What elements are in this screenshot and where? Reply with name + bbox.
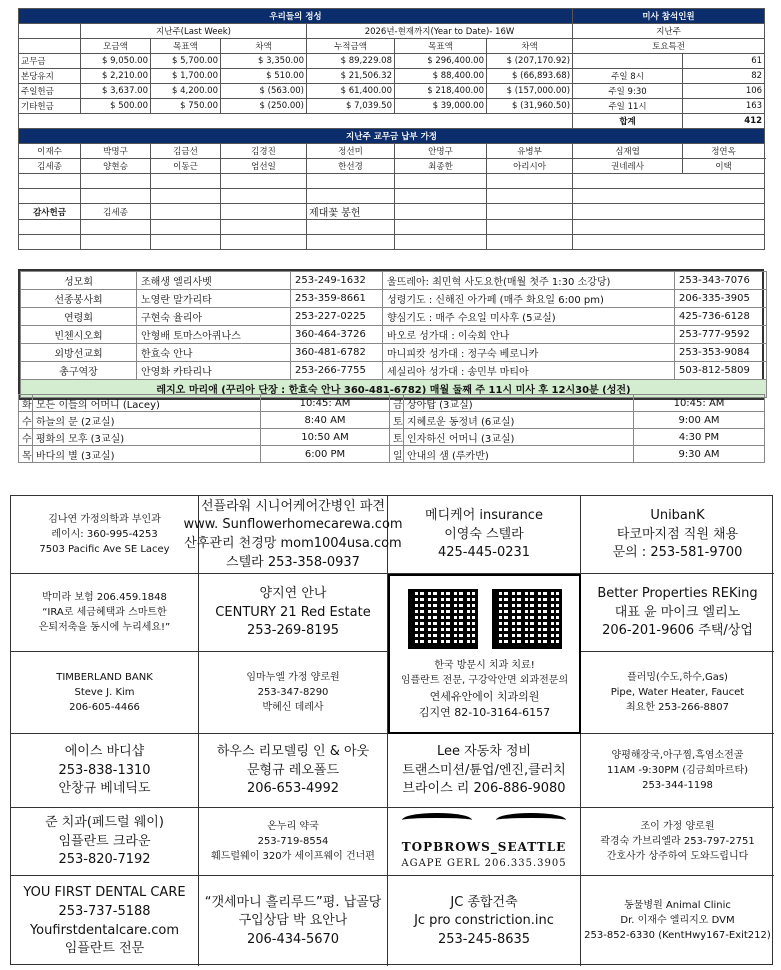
ytd-label: 2026년-현재까지(Year to Date)- 16W: [307, 24, 573, 39]
col-header: 목표액: [395, 39, 487, 54]
offering-row: [19, 99, 765, 114]
ad-text: 임플란트 크라운: [58, 833, 151, 849]
amount-cell: $ 3,637.00: [81, 84, 151, 99]
last-week2-label: 지난주: [573, 24, 765, 39]
amount-cell: $ 88,400.00: [395, 69, 487, 84]
empty-cell: [487, 220, 573, 235]
legio-banner: 레지오 마리애 (꾸리아 단장 : 한효숙 안나 360-481-6782) 매월 둘째 주 11시 미사 후 12시30분 (성전): [21, 380, 767, 398]
amount-cell: $ (207,170.92): [487, 54, 573, 69]
ad-text: 은퇴저축을 동시에 누리세요!”: [38, 621, 171, 633]
ad-text: 스텔라 253-358-0937: [226, 554, 360, 570]
ad-text: 플러밍(수도,하수,Gas): [627, 671, 728, 683]
ad-text: Youfirstdentalcare.com: [29, 922, 180, 938]
schedule-cell: 하늘의 문 (2교실): [33, 412, 261, 429]
dues-name: 안명구: [395, 144, 487, 159]
contact-cell: 253-227-0225: [291, 308, 383, 326]
ad-text: 임플란트 전문, 구강악안면 외과전문의: [400, 674, 569, 686]
ad-text: 이영숙 스텔라: [444, 526, 524, 542]
dues-row-empty: [19, 235, 765, 250]
contact-row: [21, 344, 767, 362]
empty-cell: [573, 174, 765, 189]
col-header: 차액: [221, 39, 307, 54]
ad-text: 에이스 바디샵: [64, 744, 145, 760]
dues-name: 심재엽: [573, 144, 683, 159]
schedule-cell: 지혜로운 동정녀 (6교실): [404, 412, 634, 429]
dues-name: 이택: [683, 159, 765, 174]
contact-row: [21, 362, 767, 380]
ad-box: [388, 496, 581, 574]
empty-cell: [19, 220, 81, 235]
contact-cell: 360-481-6782: [291, 344, 383, 362]
dues-name: 정연옥: [683, 144, 765, 159]
ad-text: 양평해장국,아구찜,흑염소전골: [611, 749, 744, 761]
contacts-table: [18, 269, 764, 400]
empty-cell: [221, 174, 307, 189]
empty-cell: [487, 235, 573, 250]
dues-name: 권네레사: [573, 159, 683, 174]
ad-box: [11, 574, 199, 652]
contact-cell: 206-335-3905: [675, 290, 767, 308]
empty-cell: [395, 189, 487, 204]
ad-text: 레이시: 360-995-4253: [51, 528, 158, 540]
schedule-cell: 바다의 별 (3교실): [33, 446, 261, 463]
schedule-cell: 화: [19, 395, 33, 412]
contact-cell: 성령기도 : 신해진 아가페 (매주 화요일 6:00 pm): [383, 290, 675, 308]
ad-text: TIMBERLAND BANK: [56, 671, 153, 683]
dues-name: 이동근: [151, 159, 221, 174]
empty-cell: [81, 220, 151, 235]
ad-text: 박미라 보험 206.459.1848: [42, 591, 167, 603]
amount-cell: $ 750.00: [151, 99, 221, 114]
contact-cell: 울뜨레아: 최민혁 사도요한(매월 첫주 1:30 소강당): [383, 272, 675, 290]
amount-cell: $ 2,210.00: [81, 69, 151, 84]
schedule-cell: 안내의 샘 (루카반): [404, 446, 634, 463]
thanks-label: 감사헌금: [19, 204, 81, 220]
ad-text: 문의 : 253-581-9700: [612, 545, 743, 561]
ad-box: [581, 808, 774, 876]
amount-cell: $ (563.00): [221, 84, 307, 99]
contact-cell: 향심기도 : 매주 수요일 미사후 (5교실): [383, 308, 675, 326]
attendance-count: 163: [683, 99, 765, 114]
ad-text: 동물병원 Animal Clinic: [624, 900, 731, 911]
empty-cell: [81, 189, 151, 204]
empty-cell: [395, 220, 487, 235]
ad-box: [581, 574, 774, 652]
ad-text: Jc pro constriction.inc: [414, 913, 554, 929]
contact-cell: 253-249-1632: [291, 272, 383, 290]
amount-cell: $ 296,400.00: [395, 54, 487, 69]
row-label: 주일헌금: [19, 84, 81, 99]
eyelash-icon: [402, 813, 472, 827]
schedule-row: [19, 395, 765, 412]
ad-text: 7503 Pacific Ave SE Lacey: [39, 543, 170, 555]
empty-cell: [395, 235, 487, 250]
offering-row: [19, 69, 765, 84]
ad-box: [388, 574, 581, 734]
empty-cell: [307, 220, 395, 235]
ad-text: 253-245-8635: [437, 931, 531, 947]
schedule-cell: 10:45: AM: [261, 395, 390, 412]
amount-cell: $ 61,400.00: [307, 84, 395, 99]
ad-text: 타코마지점 직원 채용: [616, 526, 739, 542]
contact-row: [21, 272, 767, 290]
qr-code-icon: [408, 589, 478, 649]
amount-cell: $ 218,400.00: [395, 84, 487, 99]
empty-cell: [151, 204, 221, 220]
ad-text: 253-852-6330 (KentHwy167-Exit212): [584, 930, 771, 941]
dues-name: 아리시아: [487, 159, 573, 174]
ad-text: 메디케어 insurance: [425, 508, 543, 524]
empty-cell: [19, 235, 81, 250]
amount-cell: $ 39,000.00: [395, 99, 487, 114]
legio-schedule: [18, 394, 764, 463]
ad-text: 하우스 리모델링 인 & 아웃: [216, 744, 370, 760]
eyelash-icon: [496, 813, 566, 827]
schedule-cell: 9:30 AM: [634, 446, 765, 463]
ad-text: JC 종합건축: [450, 894, 518, 910]
amount-cell: $ (157,000.00): [487, 84, 573, 99]
ad-box: [11, 734, 199, 808]
ad-box: [581, 876, 774, 966]
ad-text: “IRA로 세금혜택과 스마트한: [42, 606, 167, 618]
ad-text: 준 치과(페드럴 웨이): [45, 815, 164, 831]
ad-text: 206-653-4992: [246, 781, 340, 797]
empty-cell: [573, 189, 765, 204]
dues-name: 한선경: [307, 159, 395, 174]
schedule-cell: 8:40 AM: [261, 412, 390, 429]
empty-cell: [487, 189, 573, 204]
ad-text: TOPBROWS_SEATTLE: [401, 840, 567, 855]
empty-cell: [487, 204, 573, 220]
dues-name: 유병부: [487, 144, 573, 159]
ad-text: 박혜신 데레사: [262, 701, 324, 713]
ad-text: 곽경숙 가브리엘라 253-797-2751: [600, 835, 755, 847]
eyelash-logo: [402, 813, 566, 827]
dues-name: 김금선: [151, 144, 221, 159]
contact-cell: 253-777-9592: [675, 326, 767, 344]
ad-text: 11AM -9:30PM (김금희마르타): [606, 764, 749, 776]
dues-name: 김경진: [221, 144, 307, 159]
schedule-cell: 모든 이들의 어머니 (Lacey): [33, 395, 261, 412]
empty-cell: [151, 174, 221, 189]
dues-row-empty: [19, 220, 765, 235]
contact-cell: 안형배 토마스아퀴나스: [137, 326, 291, 344]
dues-name: 박명구: [81, 144, 151, 159]
dues-name: 양현승: [81, 159, 151, 174]
row-label: 기타헌금: [19, 99, 81, 114]
col-header: 모금액: [81, 39, 151, 54]
ad-text: 253-838-1310: [58, 762, 151, 778]
ad-text: 트랜스미션/튠업/엔진,클러치: [402, 762, 566, 778]
ad-text: 구입상담 박 요안나: [238, 913, 348, 929]
offering-table: [18, 8, 765, 250]
contact-cell: 구현숙 율리아: [137, 308, 291, 326]
contact-cell: 연령회: [21, 308, 137, 326]
col-header: 목표액: [151, 39, 221, 54]
ad-text: 간호사가 상주하여 도와드립니다: [606, 850, 749, 862]
empty-cell: [307, 174, 395, 189]
contact-cell: 바오로 성가대 : 이숙희 안나: [383, 326, 675, 344]
amount-cell: $ 89,229.08: [307, 54, 395, 69]
contact-cell: 425-736-6128: [675, 308, 767, 326]
ad-text: 206-605-4466: [69, 701, 140, 713]
ad-box: [11, 652, 199, 734]
attendance-count: 61: [683, 54, 765, 69]
ad-text: 최요한 253-266-8807: [626, 701, 729, 713]
contact-cell: 조해생 엘리사벳: [137, 272, 291, 290]
ad-box: [199, 876, 388, 966]
schedule-cell: 금: [390, 395, 404, 412]
row-label: 본당유지: [19, 69, 81, 84]
ad-text: 김지연 82-10-3164-6157: [418, 706, 551, 719]
dues-row: [19, 144, 765, 159]
empty-cell: [19, 174, 81, 189]
ad-box: [581, 496, 774, 574]
schedule-row: [19, 429, 765, 446]
mass-time: 주일 8시: [573, 69, 683, 84]
ads-section: [10, 495, 773, 965]
schedule-cell: 토: [390, 429, 404, 446]
ad-box: [581, 734, 774, 808]
dues-row-empty: [19, 189, 765, 204]
schedule-cell: 평화의 모후 (3교실): [33, 429, 261, 446]
mass-time: 주일 11시: [573, 99, 683, 114]
contact-cell: 선종봉사회: [21, 290, 137, 308]
amount-cell: $ 21,506.32: [307, 69, 395, 84]
offering-row: [19, 84, 765, 99]
ad-text: 산후관리 천경망 mom1004usa.com: [184, 536, 402, 551]
dues-name: 정선미: [307, 144, 395, 159]
ad-text: Lee 자동차 정비: [436, 744, 532, 760]
empty-cell: [221, 235, 307, 250]
offering-row: [19, 54, 765, 69]
qr-code-icon: [492, 589, 562, 649]
dues-name: 최종한: [395, 159, 487, 174]
dues-row-empty: [19, 174, 765, 189]
contact-cell: 503-812-5809: [675, 362, 767, 380]
ad-text: 연세유안에이 치과의원: [429, 689, 540, 703]
dues-row: [19, 159, 765, 174]
ad-text: 훼드럴웨이 320가 세이프웨이 건너편: [211, 850, 375, 862]
contact-row: [21, 326, 767, 344]
ad-text: 253-737-5188: [58, 903, 151, 919]
total-count: 412: [683, 114, 765, 129]
offering-section: [18, 8, 764, 250]
ad-text: “갯세마니 흘리루드”평. 납골당: [204, 894, 382, 910]
empty-cell: [307, 189, 395, 204]
ad-text: 253-344-1198: [642, 779, 713, 791]
schedule-cell: 목: [19, 446, 33, 463]
ad-text: 선플라워 시니어케어간병인 파견: [200, 498, 386, 514]
ad-box: [388, 808, 581, 876]
attendance-title: 미사 참석인원: [573, 9, 765, 24]
ad-box: [199, 734, 388, 808]
contact-cell: 마니피캇 성가대 : 정구숙 베로니카: [383, 344, 675, 362]
ad-box: [581, 652, 774, 734]
ad-text: 253-820-7192: [58, 852, 151, 868]
ad-text: 김나연 가정의학과 부인과: [48, 513, 161, 525]
ad-text: 206-201-9606 주택/상업: [602, 623, 753, 639]
empty-cell: [81, 235, 151, 250]
contact-row: [21, 308, 767, 326]
ad-text: 임마누엘 가정 양로원: [246, 671, 340, 683]
dues-name: 이재수: [19, 144, 81, 159]
ad-text: 온누리 약국: [267, 820, 319, 832]
empty-cell: [395, 174, 487, 189]
ad-text: 253-269-8195: [246, 623, 340, 639]
empty-cell: [81, 174, 151, 189]
row-label: 교무금: [19, 54, 81, 69]
empty-cell: [221, 189, 307, 204]
empty-cell: [151, 189, 221, 204]
amount-cell: $ 9,050.00: [81, 54, 151, 69]
dues-name: 김세종: [19, 159, 81, 174]
contact-cell: 외방선교회: [21, 344, 137, 362]
ad-box: [11, 808, 199, 876]
ad-box: [388, 876, 581, 966]
contact-cell: 세실리아 성가대 : 송민부 마티아: [383, 362, 675, 380]
amount-cell: $ (250.00): [221, 99, 307, 114]
ad-text: 문형규 레오폴드: [246, 762, 340, 778]
schedule-cell: 10:45: AM: [634, 395, 765, 412]
ad-text: www. Sunflowerhomecarewa.com: [183, 517, 403, 533]
attendance-count: 82: [683, 69, 765, 84]
ad-box: [11, 496, 199, 574]
ad-text: 양지연 안나: [259, 586, 327, 602]
contact-cell: 360-464-3726: [291, 326, 383, 344]
schedule-row: [19, 446, 765, 463]
ad-box: [199, 652, 388, 734]
thanks-row: [19, 204, 765, 220]
empty-cell: [573, 204, 765, 220]
empty-cell: [19, 189, 81, 204]
ad-text: 임플란트 전문: [64, 941, 145, 957]
contact-cell: 253-353-9084: [675, 344, 767, 362]
schedule-cell: 4:30 PM: [634, 429, 765, 446]
schedule-cell: 9:00 AM: [634, 412, 765, 429]
contact-cell: 253-343-7076: [675, 272, 767, 290]
ad-text: YOU FIRST DENTAL CARE: [23, 885, 186, 901]
ad-text: CENTURY 21 Red Estate: [215, 604, 371, 620]
ad-text: Better Properties REKing: [597, 586, 758, 602]
empty-cell: [573, 235, 765, 250]
ad-text: 425-445-0231: [437, 545, 531, 561]
contact-cell: 253-266-7755: [291, 362, 383, 380]
ad-text: 브라이스 리 206-886-9080: [402, 781, 566, 797]
empty-cell: [221, 204, 307, 220]
schedule-cell: 상아탑 (3교실): [404, 395, 634, 412]
thanks-name: 김세종: [81, 204, 151, 220]
ad-text: 253-347-8290: [257, 686, 329, 698]
ad-text: UnibanK: [650, 508, 705, 524]
empty-cell: [151, 235, 221, 250]
empty-cell: [151, 220, 221, 235]
ad-box: [183, 496, 403, 574]
ad-text: Steve J. Kim: [74, 686, 135, 698]
ad-text: 조이 가정 양로원: [640, 820, 715, 832]
contact-cell: 총구역장: [21, 362, 137, 380]
ad-text: 206-434-5670: [246, 931, 340, 947]
empty-cell: [395, 204, 487, 220]
empty-cell: [573, 220, 765, 235]
attendance-count: 106: [683, 84, 765, 99]
empty-cell: [221, 220, 307, 235]
dues-name: 엄선일: [221, 159, 307, 174]
schedule-cell: 인자하신 어머니 (3교실): [404, 429, 634, 446]
contact-cell: 성모회: [21, 272, 137, 290]
offering-title: 우리들의 정성: [19, 9, 573, 24]
ad-text: AGAPE GERL 206.335.3905: [401, 857, 567, 869]
contact-cell: 안영화 카타리나: [137, 362, 291, 380]
qr-codes: [408, 589, 562, 649]
amount-cell: $ (31,960.50): [487, 99, 573, 114]
amount-cell: $ 1,700.00: [151, 69, 221, 84]
schedule-cell: 토: [390, 412, 404, 429]
col-header: 차액: [487, 39, 573, 54]
last-week-label: 지난주(Last Week): [81, 24, 307, 39]
mass-time: [573, 54, 683, 69]
total-label: 합계: [573, 114, 683, 129]
amount-cell: $ 510.00: [221, 69, 307, 84]
dues-title: 지난주 교무금 납부 가정: [19, 129, 765, 144]
ad-box: [11, 876, 199, 966]
schedule-cell: 수: [19, 429, 33, 446]
amount-cell: $ 7,039.50: [307, 99, 395, 114]
amount-cell: $ 5,700.00: [151, 54, 221, 69]
contact-cell: 노영란 말가리타: [137, 290, 291, 308]
empty-cell: [307, 235, 395, 250]
ad-text: 대표 윤 마이크 엘리노: [614, 604, 741, 620]
ad-text: Dr. 이재수 엘리지오 DVM: [620, 915, 735, 926]
amount-cell: $ 4,200.00: [151, 84, 221, 99]
ad-text: 한국 방문시 치과 치료!: [434, 659, 535, 671]
contact-row: [21, 290, 767, 308]
contact-cell: 한효숙 안나: [137, 344, 291, 362]
schedule-cell: 10:50 AM: [261, 429, 390, 446]
ad-box: [199, 574, 388, 652]
schedule-cell: 일: [390, 446, 404, 463]
empty-cell: [487, 174, 573, 189]
amount-cell: $ 3,350.00: [221, 54, 307, 69]
amount-cell: $ 500.00: [81, 99, 151, 114]
col-header: 누적금액: [307, 39, 395, 54]
ad-text: Pipe, Water Heater, Faucet: [610, 686, 745, 698]
ad-box: [388, 734, 581, 808]
mass-time: 주일 9:30: [573, 84, 683, 99]
contact-cell: 빈첸시오회: [21, 326, 137, 344]
col-header: 토요특전: [573, 39, 765, 54]
schedule-cell: 수: [19, 412, 33, 429]
ad-box: [199, 808, 388, 876]
ad-text: 안창규 베네딕도: [58, 781, 151, 797]
schedule-cell: 6:00 PM: [261, 446, 390, 463]
ad-text: 253-719-8554: [257, 835, 329, 847]
thanks-note: 제대꽃 봉헌: [307, 204, 395, 220]
amount-cell: $ (66,893.68): [487, 69, 573, 84]
schedule-row: [19, 412, 765, 429]
contact-cell: 253-359-8661: [291, 290, 383, 308]
